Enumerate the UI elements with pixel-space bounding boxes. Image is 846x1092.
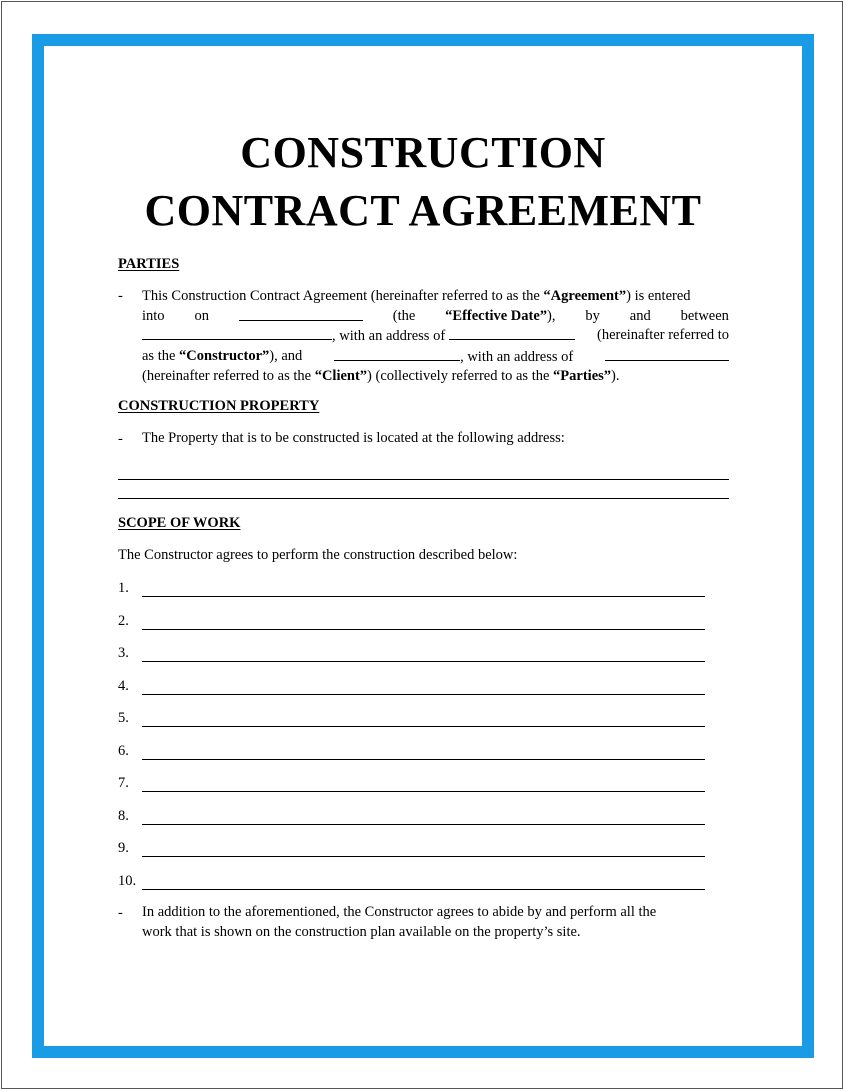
agreement-term: “Agreement” <box>543 288 627 304</box>
property-heading: CONSTRUCTION PROPERTY <box>118 398 320 414</box>
scope-item-number: 9. <box>118 840 129 856</box>
property-text: The Property that is to be constructed is located at the following address: <box>142 430 565 446</box>
scope-item-number: 5. <box>118 710 129 726</box>
client-address-blank[interactable] <box>605 347 729 361</box>
scope-item-line[interactable] <box>142 759 705 760</box>
scope-item-number: 2. <box>118 612 129 629</box>
parties-line-1 <box>142 287 729 307</box>
scope-item-line[interactable] <box>142 661 705 662</box>
constructor-name-group: , with an address of <box>142 326 575 347</box>
scope-item-number: 3. <box>118 645 129 661</box>
scope-closing-line-1: In addition to the aforementioned, the Constructor agrees to abide by and perform all the <box>142 904 657 920</box>
document-title-line-1: CONSTRUCTION <box>240 128 606 177</box>
scope-item-line[interactable] <box>142 824 705 825</box>
scope-item-number: 8. <box>118 807 129 824</box>
property-address-line-1[interactable] <box>118 479 729 480</box>
document-title-line-2: CONTRACT AGREEMENT <box>144 186 702 235</box>
by-word: by <box>585 307 600 324</box>
effective-date-term: “Effective Date”), <box>445 307 556 324</box>
between-word: between <box>680 307 729 324</box>
scope-heading: SCOPE OF WORK <box>118 515 241 531</box>
scope-item-line[interactable] <box>142 889 705 890</box>
parties-bullet: - <box>118 288 123 304</box>
client-name-blank[interactable] <box>334 347 460 361</box>
parties-line-5: (hereinafter referred to as the “Client”) (collectively referred to as the “Parties”). <box>142 368 620 384</box>
on-word: on <box>194 307 209 324</box>
scope-item-line[interactable] <box>142 856 705 857</box>
scope-item-number: 1. <box>118 580 129 596</box>
scope-item-number: 7. <box>118 775 129 791</box>
scope-item-line[interactable] <box>142 629 705 630</box>
scope-item-line[interactable] <box>142 596 705 597</box>
parties-paragraph <box>142 287 729 387</box>
client-term: “Client” <box>314 368 368 384</box>
constructor-address-blank[interactable] <box>449 326 575 340</box>
property-bullet: - <box>118 431 123 447</box>
scope-item-number: 10. <box>118 872 137 889</box>
effective-date-blank[interactable] <box>239 307 363 321</box>
scope-item-line[interactable] <box>142 791 705 792</box>
parties-term: “Parties” <box>553 368 612 384</box>
parties-line-1-text: This Construction Contract Agreement (hereinafter referred to as the “Agreement”) is entered <box>142 288 691 304</box>
scope-closing-line-2: work that is shown on the construction plan available on the property’s site. <box>142 924 581 940</box>
property-address-line-2[interactable] <box>118 498 729 499</box>
constructor-name-blank[interactable] <box>142 326 332 340</box>
constructor-term-group: as the “Constructor”), and <box>142 347 303 364</box>
parties-heading: PARTIES <box>118 256 180 272</box>
client-name-group: , with an address of <box>334 347 573 368</box>
scope-item-line[interactable] <box>142 694 705 695</box>
parties-line-3 <box>142 326 729 347</box>
and-word: and <box>629 307 651 324</box>
hereinafter-text: (hereinafter referred to <box>596 327 729 343</box>
parties-line-4 <box>142 347 729 368</box>
scope-intro: The Constructor agrees to perform the construction described below: <box>118 547 518 563</box>
scope-item-number: 6. <box>118 742 129 759</box>
scope-closing-bullet: - <box>118 905 123 921</box>
parties-line-2 <box>142 307 729 327</box>
scope-item-number: 4. <box>118 677 129 694</box>
scope-item-line[interactable] <box>142 726 705 727</box>
the-word: (the <box>392 307 416 324</box>
into-word: into <box>142 307 165 324</box>
